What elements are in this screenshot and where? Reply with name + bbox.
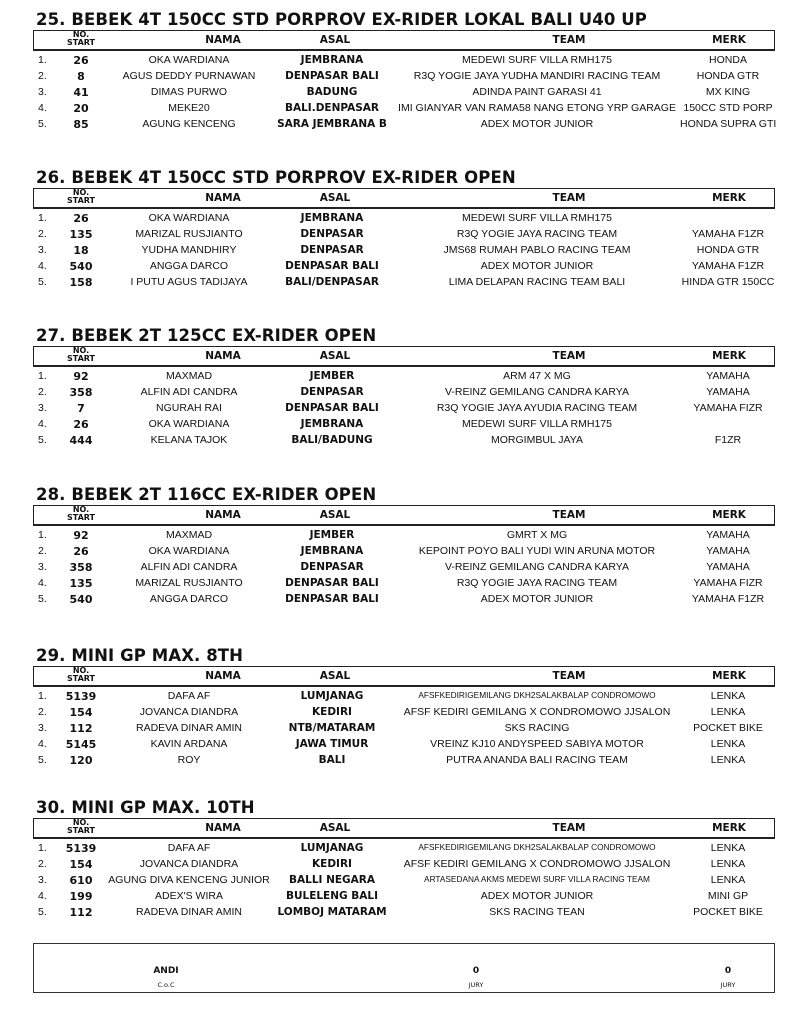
header-nama: NAMA <box>205 350 241 362</box>
bike-brand: YAMAHA FIZR <box>693 402 763 414</box>
team-name: MEDEWI SURF VILLA RMH175 <box>462 212 612 224</box>
start-number: 20 <box>73 102 89 115</box>
rider-name: OKA WARDIANA <box>148 545 230 557</box>
bike-brand: MX KING <box>705 86 751 98</box>
header-no-start <box>56 667 106 683</box>
start-number: 154 <box>69 706 93 719</box>
jury-1-name: 0 <box>472 966 480 976</box>
team-name: KEPOINT POYO BALI YUDI WIN ARUNA MOTOR <box>418 545 656 557</box>
rider-origin: BALLI NEGARA <box>289 874 375 886</box>
rider-name: JOVANCA DIANDRA <box>139 706 239 718</box>
header-no-line: NO. <box>72 818 90 827</box>
row-index: 4. <box>38 102 47 114</box>
table-row <box>0 70 800 86</box>
rider-origin: JEMBRANA <box>300 418 364 430</box>
rider-name: DIMAS PURWO <box>150 86 228 98</box>
jury-1-role: JURY <box>468 981 484 989</box>
header-nama: NAMA <box>205 34 241 46</box>
team-name: AFSFKEDIRIGEMILANG DKH2SALAKBALAP CONDROMOWO <box>418 842 656 852</box>
rider-origin: JEMBRANA <box>300 54 364 66</box>
bike-brand: HONDA GTR <box>696 70 760 82</box>
rider-origin: KEDIRI <box>312 706 352 718</box>
team-name: R3Q YOGIE JAYA RACING TEAM <box>456 577 618 589</box>
row-index: 5. <box>38 754 47 766</box>
bike-brand: HONDA SUPRA GTI <box>680 118 776 130</box>
start-number: 5139 <box>65 842 97 855</box>
coc-role: C.o.C <box>157 981 175 989</box>
rider-name: ANGGA DARCO <box>149 260 229 272</box>
table-row <box>0 842 800 858</box>
header-start-line: START <box>66 674 96 683</box>
team-name: MEDEWI SURF VILLA RMH175 <box>462 54 612 66</box>
rider-name: AGUNG DIVA KENCENG JUNIOR <box>108 874 270 886</box>
table-row <box>0 561 800 577</box>
table-row <box>0 386 800 402</box>
header-no-start <box>56 506 106 522</box>
start-number: 120 <box>69 754 93 767</box>
header-no-line: NO. <box>72 188 90 197</box>
team-name: ARM 47 X MG <box>503 370 571 382</box>
start-number: 26 <box>73 54 89 67</box>
table-row <box>0 529 800 545</box>
table-row <box>0 418 800 434</box>
header-start-line: START <box>66 826 96 835</box>
bike-brand: LENKA <box>710 706 746 718</box>
bike-brand: MINI GP <box>707 890 749 902</box>
table-row <box>0 434 800 450</box>
rider-name: MAXMAD <box>165 370 213 382</box>
rider-origin: DENPASAR BALI <box>285 593 379 605</box>
bike-brand: F1ZR <box>714 434 742 446</box>
signature-box <box>33 943 775 993</box>
start-number: 358 <box>69 561 93 574</box>
row-index: 1. <box>38 212 47 224</box>
bike-brand: LENKA <box>710 858 746 870</box>
rider-origin: LOMBOJ MATARAM <box>277 906 387 918</box>
start-number: 41 <box>73 86 89 99</box>
header-asal: ASAL <box>319 670 351 682</box>
rider-origin: DENPASAR <box>300 244 364 256</box>
jury-2-role: JURY <box>720 981 736 989</box>
section-title: 28. BEBEK 2T 116CC EX-RIDER OPEN <box>36 485 377 504</box>
rider-origin: JEMBRANA <box>300 545 364 557</box>
start-number: 540 <box>69 593 93 606</box>
rider-origin: DENPASAR BALI <box>285 402 379 414</box>
row-index: 5. <box>38 593 47 605</box>
bike-brand: YAMAHA F1ZR <box>691 228 765 240</box>
bike-brand: HONDA GTR <box>696 244 760 256</box>
header-merk: MERK <box>712 509 746 521</box>
start-number: 135 <box>69 228 93 241</box>
header-no-start <box>56 347 106 363</box>
table-row <box>0 402 800 418</box>
header-nama: NAMA <box>205 509 241 521</box>
rider-name: OKA WARDIANA <box>148 212 230 224</box>
start-number: 199 <box>69 890 93 903</box>
row-index: 2. <box>38 228 47 240</box>
rider-origin: JEMBRANA <box>300 212 364 224</box>
start-number: 444 <box>69 434 93 447</box>
team-name: ADEX MOTOR JUNIOR <box>480 890 594 902</box>
row-index: 4. <box>38 738 47 750</box>
row-index: 3. <box>38 244 47 256</box>
team-name: R3Q YOGIE JAYA YUDHA MANDIRI RACING TEAM <box>413 70 661 82</box>
rider-origin: NTB/MATARAM <box>288 722 376 734</box>
header-team: TEAM <box>552 192 586 204</box>
header-no-line: NO. <box>72 505 90 514</box>
rider-name: DAFA AF <box>167 690 211 702</box>
team-name: V-REINZ GEMILANG CANDRA KARYA <box>445 386 629 398</box>
section-title: 29. MINI GP MAX. 8TH <box>36 646 244 665</box>
rider-origin: JEMBER <box>309 370 355 382</box>
bike-brand: YAMAHA <box>706 370 750 382</box>
row-index: 2. <box>38 386 47 398</box>
rider-name: I PUTU AGUS TADIJAYA <box>130 276 248 288</box>
rider-origin: LUMJANAG <box>300 842 364 854</box>
rider-name: RADEVA DINAR AMIN <box>136 722 242 734</box>
table-row <box>0 690 800 706</box>
row-index: 2. <box>38 545 47 557</box>
table-header <box>33 188 775 209</box>
rider-origin: BALI/DENPASAR <box>285 276 379 288</box>
row-index: 2. <box>38 706 47 718</box>
start-number: 18 <box>73 244 89 257</box>
rider-origin: BALI <box>318 754 346 766</box>
header-start-line: START <box>66 38 96 47</box>
table-row <box>0 370 800 386</box>
table-row <box>0 722 800 738</box>
start-number: 112 <box>69 722 93 735</box>
rider-name: ANGGA DARCO <box>149 593 229 605</box>
rider-origin: BADUNG <box>306 86 358 98</box>
rider-name: AGUNG KENCENG <box>142 118 236 130</box>
bike-brand: LENKA <box>710 754 746 766</box>
header-merk: MERK <box>712 350 746 362</box>
rider-origin: SARA JEMBRANA B <box>277 118 387 130</box>
row-index: 4. <box>38 260 47 272</box>
row-index: 3. <box>38 86 47 98</box>
team-name: GMRT X MG <box>506 529 568 541</box>
bike-brand: YAMAHA <box>706 386 750 398</box>
bike-brand: YAMAHA F1ZR <box>691 260 765 272</box>
header-asal: ASAL <box>319 34 351 46</box>
rider-origin: DENPASAR BALI <box>285 577 379 589</box>
rider-origin: DENPASAR <box>300 386 364 398</box>
header-asal: ASAL <box>319 192 351 204</box>
header-nama: NAMA <box>205 822 241 834</box>
rider-name: ADEX'S WIRA <box>155 890 223 902</box>
team-name: V-REINZ GEMILANG CANDRA KARYA <box>445 561 629 573</box>
team-name: AFSF KEDIRI GEMILANG X CONDROMOWO JJSALON <box>403 858 671 870</box>
row-index: 5. <box>38 906 47 918</box>
rider-name: ROY <box>177 754 201 766</box>
table-row <box>0 890 800 906</box>
row-index: 5. <box>38 276 47 288</box>
header-team: TEAM <box>552 34 586 46</box>
header-no-line: NO. <box>72 666 90 675</box>
start-number: 158 <box>69 276 93 289</box>
section-title: 26. BEBEK 4T 150CC STD PORPROV EX-RIDER OPEN <box>36 168 516 187</box>
table-header <box>33 818 775 839</box>
start-number: 112 <box>69 906 93 919</box>
row-index: 3. <box>38 874 47 886</box>
row-index: 1. <box>38 529 47 541</box>
row-index: 2. <box>38 858 47 870</box>
bike-brand: 150CC STD PORP <box>683 102 773 114</box>
table-row <box>0 86 800 102</box>
team-name: MORGIMBUL JAYA <box>491 434 583 446</box>
row-index: 5. <box>38 118 47 130</box>
rider-origin: DENPASAR <box>300 561 364 573</box>
row-index: 1. <box>38 370 47 382</box>
rider-name: RADEVA DINAR AMIN <box>136 906 242 918</box>
table-row <box>0 244 800 260</box>
section-title: 27. BEBEK 2T 125CC EX-RIDER OPEN <box>36 326 377 345</box>
row-index: 1. <box>38 690 47 702</box>
team-name: AFSFKEDIRIGEMILANG DKH2SALAKBALAP CONDROMOWO <box>418 690 656 700</box>
row-index: 4. <box>38 890 47 902</box>
bike-brand: LENKA <box>710 842 746 854</box>
jury-2-name: 0 <box>724 966 732 976</box>
bike-brand: YAMAHA <box>706 545 750 557</box>
header-asal: ASAL <box>319 822 351 834</box>
team-name: ADINDA PAINT GARASI 41 <box>472 86 602 98</box>
row-index: 1. <box>38 54 47 66</box>
bike-brand: YAMAHA <box>706 561 750 573</box>
header-no-line: NO. <box>72 30 90 39</box>
team-name: ADEX MOTOR JUNIOR <box>480 260 594 272</box>
rider-origin: JAWA TIMUR <box>295 738 369 750</box>
start-number: 26 <box>73 418 89 431</box>
table-row <box>0 738 800 754</box>
header-nama: NAMA <box>205 670 241 682</box>
header-team: TEAM <box>552 509 586 521</box>
rider-origin: DENPASAR BALI <box>285 260 379 272</box>
table-row <box>0 102 800 118</box>
table-row <box>0 754 800 770</box>
table-row <box>0 276 800 292</box>
header-start-line: START <box>66 513 96 522</box>
bike-brand: POCKET BIKE <box>693 906 763 918</box>
table-header <box>33 505 775 526</box>
team-name: ADEX MOTOR JUNIOR <box>480 593 594 605</box>
rider-name: OKA WARDIANA <box>148 54 230 66</box>
row-index: 4. <box>38 577 47 589</box>
bike-brand: HONDA <box>709 54 747 66</box>
header-team: TEAM <box>552 670 586 682</box>
start-number: 85 <box>73 118 89 131</box>
table-row <box>0 577 800 593</box>
rider-name: ALFIN ADI CANDRA <box>140 386 238 398</box>
team-name: SKS RACING <box>504 722 570 734</box>
rider-origin: BALI/BADUNG <box>291 434 373 446</box>
table-header <box>33 346 775 367</box>
table-row <box>0 906 800 922</box>
section-title: 30. MINI GP MAX. 10TH <box>36 798 255 817</box>
bike-brand: YAMAHA <box>706 529 750 541</box>
start-number: 8 <box>77 70 85 83</box>
rider-name: MARIZAL RUSJIANTO <box>135 577 243 589</box>
header-no-line: NO. <box>72 346 90 355</box>
row-index: 5. <box>38 434 47 446</box>
table-row <box>0 593 800 609</box>
start-number: 358 <box>69 386 93 399</box>
row-index: 3. <box>38 402 47 414</box>
start-number: 5145 <box>65 738 97 751</box>
table-row <box>0 260 800 276</box>
team-name: LIMA DELAPAN RACING TEAM BALI <box>448 276 626 288</box>
table-row <box>0 706 800 722</box>
bike-brand: YAMAHA F1ZR <box>691 593 765 605</box>
team-name: ADEX MOTOR JUNIOR <box>480 118 594 130</box>
start-number: 135 <box>69 577 93 590</box>
table-row <box>0 212 800 228</box>
row-index: 3. <box>38 722 47 734</box>
rider-origin: DENPASAR BALI <box>285 70 379 82</box>
section-title: 25. BEBEK 4T 150CC STD PORPROV EX-RIDER LOKAL BALI U40 UP <box>36 10 647 29</box>
team-name: ARTASEDANA AKMS MEDEWI SURF VILLA RACING TEAM <box>424 874 650 884</box>
row-index: 1. <box>38 842 47 854</box>
rider-name: MARIZAL RUSJIANTO <box>135 228 243 240</box>
bike-brand: LENKA <box>710 690 746 702</box>
header-merk: MERK <box>712 822 746 834</box>
team-name: SKS RACING TEAN <box>489 906 585 918</box>
start-number: 92 <box>73 529 89 542</box>
start-number: 26 <box>73 212 89 225</box>
header-nama: NAMA <box>205 192 241 204</box>
rider-name: AGUS DEDDY PURNAWAN <box>122 70 256 82</box>
team-name: VREINZ KJ10 ANDYSPEED SABIYA MOTOR <box>430 738 644 750</box>
header-start-line: START <box>66 354 96 363</box>
start-number: 154 <box>69 858 93 871</box>
header-no-start <box>56 189 106 205</box>
start-number: 92 <box>73 370 89 383</box>
rider-name: JOVANCA DIANDRA <box>139 858 239 870</box>
team-name: AFSF KEDIRI GEMILANG X CONDROMOWO JJSALON <box>403 706 671 718</box>
team-name: JMS68 RUMAH PABLO RACING TEAM <box>443 244 631 256</box>
team-name: IMI GIANYAR VAN RAMA58 NANG ETONG YRP GARAGE <box>398 102 676 114</box>
table-row <box>0 545 800 561</box>
bike-brand: HINDA GTR 150CC <box>681 276 775 288</box>
rider-origin: LUMJANAG <box>300 690 364 702</box>
team-name: PUTRA ANANDA BALI RACING TEAM <box>446 754 628 766</box>
bike-brand: YAMAHA FIZR <box>693 577 763 589</box>
header-asal: ASAL <box>319 509 351 521</box>
row-index: 4. <box>38 418 47 430</box>
table-header <box>33 30 775 51</box>
header-merk: MERK <box>712 192 746 204</box>
rider-name: KAVIN ARDANA <box>150 738 228 750</box>
rider-origin: KEDIRI <box>312 858 352 870</box>
rider-origin: DENPASAR <box>300 228 364 240</box>
bike-brand: LENKA <box>710 738 746 750</box>
header-start-line: START <box>66 196 96 205</box>
bike-brand: LENKA <box>710 874 746 886</box>
rider-name: MEKE20 <box>168 102 210 114</box>
start-number: 5139 <box>65 690 97 703</box>
table-header <box>33 666 775 687</box>
rider-origin: BALI.DENPASAR <box>284 102 380 114</box>
row-index: 3. <box>38 561 47 573</box>
start-number: 26 <box>73 545 89 558</box>
bike-brand: POCKET BIKE <box>693 722 763 734</box>
header-asal: ASAL <box>319 350 351 362</box>
team-name: MEDEWI SURF VILLA RMH175 <box>462 418 612 430</box>
rider-name: DAFA AF <box>167 842 211 854</box>
team-name: R3Q YOGIE JAYA AYUDIA RACING TEAM <box>436 402 638 414</box>
table-row <box>0 228 800 244</box>
rider-name: NGURAH RAI <box>156 402 222 414</box>
start-number: 7 <box>77 402 85 415</box>
row-index: 2. <box>38 70 47 82</box>
start-number: 540 <box>69 260 93 273</box>
header-team: TEAM <box>552 350 586 362</box>
header-merk: MERK <box>712 34 746 46</box>
rider-name: MAXMAD <box>165 529 213 541</box>
rider-origin: BULELENG BALI <box>285 890 379 902</box>
rider-name: OKA WARDIANA <box>148 418 230 430</box>
rider-name: KELANA TAJOK <box>150 434 228 446</box>
start-number: 610 <box>69 874 93 887</box>
table-row <box>0 118 800 134</box>
header-no-start <box>56 31 106 47</box>
rider-name: YUDHA MANDHIRY <box>141 244 237 256</box>
rider-name: ALFIN ADI CANDRA <box>140 561 238 573</box>
coc-name: ANDI <box>153 966 179 976</box>
table-row <box>0 874 800 890</box>
rider-origin: JEMBER <box>309 529 355 541</box>
team-name: R3Q YOGIE JAYA RACING TEAM <box>456 228 618 240</box>
table-row <box>0 858 800 874</box>
header-team: TEAM <box>552 822 586 834</box>
table-row <box>0 54 800 70</box>
header-no-start <box>56 819 106 835</box>
header-merk: MERK <box>712 670 746 682</box>
